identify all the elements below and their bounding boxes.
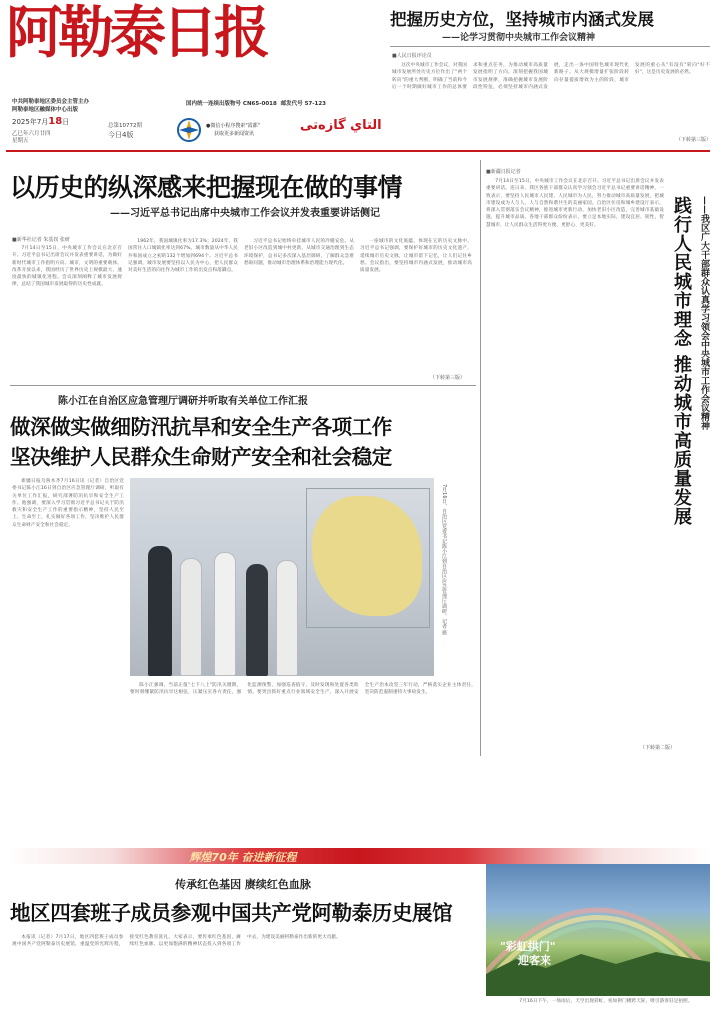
flood-title-1: 做深做实做细防汛抗旱和安全生产各项工作 <box>10 415 392 439</box>
wechat-line-2: 获取更多新闻资讯 <box>214 131 255 137</box>
photo-feature-title <box>500 940 555 968</box>
history-text: 本报讯（记者）7月17日，地区四套班子成员参观中国共产党阿勒泰历史展馆，重温党的光辉历程，接受红色教育洗礼。大家表示，要传承红色基因，赓续红色血脉，以更加饱满的精神状态投入到各项工作中去，为建设美丽阿勒泰作出新的更大贡献。 <box>12 935 341 948</box>
right-story-byline: ■新疆日报记者 <box>486 169 521 175</box>
lead-col-4-text: 一座城市的文化底蕴，体现在它的历史文脉中。习近平总书记强调，要保护好城市的历史文化遗产，延续城市历史文脉，让城市留下记忆，让人们记住乡愁。会议指出，要坚持城市内涵式发展，推动城市高质量发展。 <box>360 239 472 274</box>
banner-text: 辉煌70年 奋进新征程 <box>189 851 297 864</box>
person-1 <box>148 546 172 676</box>
top-story-body <box>392 62 710 136</box>
logo-mark <box>176 117 202 143</box>
weekday-text: 星期五 <box>12 138 29 144</box>
right-story-jump: （下转第二版） <box>640 745 676 751</box>
flood-title-2: 坚决维护人民群众生命财产安全和社会稳定 <box>10 445 392 469</box>
flood-body-bottom <box>130 682 476 756</box>
lead-story-jump: （下转第三版） <box>430 375 466 381</box>
lead-col-2 <box>128 238 238 375</box>
wechat-note <box>206 122 260 138</box>
top-story-title: 把握历史方位，坚持城市内涵式发展 <box>390 10 654 29</box>
flood-photo-caption: 7月16日，自治区党委书记陈小江到自治区应急管理厅调研。记者 摄 <box>441 484 447 636</box>
date-suffix: 日 <box>62 118 70 126</box>
history-body <box>12 934 476 1020</box>
lead-col-3 <box>244 238 354 375</box>
lead-col-2-text: 1962年，我国城镇化率为17.3%；2024年，我国常住人口城镇化率达到67%。城市数量从中华人民共和国成立之初的132个增加到694个。习近平总书记强调，城市发展要坚持以人民为中心，把人民群众对美好生活的向往作为城市工作的出发点和落脚点。 <box>128 239 238 274</box>
person-4 <box>246 564 268 676</box>
cn-number: 国内统一连续出版物号 CN65-0018 <box>186 101 277 107</box>
top-story-rule <box>390 46 710 47</box>
history-kicker: 传承红色基因 赓续红色血脉 <box>175 878 311 891</box>
flood-body-bottom-text: 陈小江强调，当前正值"七下八上"防汛关键期，要时刻绷紧防汛抗旱这根弦，压紧压实各方责任，强化监测预警，加强巡查值守，及时发现和处置各类险情。要突出抓好重点行业领域安全生产，深入开展安全生产治本攻坚三年行动，严格落实企业主体责任，坚决防范遏制重特大事故发生。 <box>130 683 476 696</box>
person-3 <box>214 552 236 676</box>
wechat-line-1: ●微信小程序搜索"霞都" <box>206 123 260 129</box>
right-story-text: 7月14日至15日，中央城市工作会议在北京召开。习近平总书记出席会议并发表重要讲话。连日来，我区各族干部群众认真学习领会习近平总书记重要讲话精神，一致表示，要坚持人民城市人民建、人民城市为人民，努力推动城市高质量发展，把城市建设成为人与人、人与自然和谐共生的美丽家园。自治区住房和城乡建设厅表示，将深入贯彻落实会议精神，推进城市更新行动，加快老旧小区改造，完善城市基础设施，提升城市品质。各地干部群众纷纷表示，要立足本地实际，建设宜居、韧性、智慧城市，让人民群众生活得更方便、更舒心、更美好。 <box>486 179 664 228</box>
person-2 <box>180 558 202 676</box>
lunar-date <box>12 131 51 145</box>
history-title: 地区四套班子成员参观中国共产党阿勒泰历史展馆 <box>10 901 453 925</box>
publisher-line-1: 中共阿勒泰地区委员会主管主办 <box>12 99 90 105</box>
flood-photo <box>130 478 434 676</box>
top-story-subtitle: ——论学习贯彻中央城市工作会议精神 <box>442 33 596 43</box>
publisher-info <box>12 98 132 114</box>
masthead-divider <box>6 150 710 152</box>
date-prefix: 2025年7月 <box>12 118 49 126</box>
lead-bottom-rule <box>10 385 476 386</box>
lead-col-1 <box>12 245 122 375</box>
lead-story-title: 以历史的纵深感来把握现在做的事情 <box>10 173 403 202</box>
postal-code: 邮发代号 57-123 <box>280 101 326 107</box>
issue-numbers <box>108 122 142 140</box>
top-story-byline: ■人民日报评论员 <box>392 53 432 59</box>
flood-kicker: 陈小江在自治区应急管理厅调研并听取有关单位工作汇报 <box>58 396 308 407</box>
top-story-text: 这次中央城市工作会议，对我国城市发展所处历史方位作出了"两个转向"的重大判断，明确了当前和今后一个时期做好城市工作的总体要求和重点任务，为推动城市高质量发展指明了方向。深刻把握我国城市发展规律，准确把握城市发展阶段性特征，必须坚持城市内涵式发展，走出一条中国特色城市现代化新路子。从大规模增量扩张阶段转向存量提质增效为主的阶段，城市发展的重心从"有没有"转向"好不好"，这是历史发展的必然。 <box>392 63 710 90</box>
lead-col-3-text: 习近平总书记始终牵挂城市人民的冷暖安危。从老旧小区改造到城中村更新，从城市交通治理到生态环境保护，总书记多次深入基层调研，了解群众急难愁盼问题，推动城市治理体系和治理能力现代化。 <box>244 239 354 266</box>
rainbow-photo <box>486 864 710 996</box>
right-story-subtitle: ——我区广大干部群众认真学习领会中央城市工作会议精神 <box>699 196 709 430</box>
lunar-text: 乙巳年六月廿四 <box>12 131 51 137</box>
issue-pages: 今日4版 <box>108 131 134 139</box>
map-panel <box>306 488 430 628</box>
person-5 <box>276 560 298 676</box>
lead-col-1-text: 7月14日至15日，中央城市工作会议在北京召开。习近平总书记出席会议并发表重要讲话，为做好新时代城市工作指明方向。城市，文明的重要载体。改革开放以来，我国经历了世界历史上规模最大、速度最快的城镇化进程。会议深刻阐释了城市发展规律，总结了我国城市发展取得的历史性成就。 <box>12 246 122 288</box>
cn-number-line <box>186 99 326 107</box>
photo-feature-caption-text: 7月16日下午，一场雨后，天空出现彩虹，宛如拱门横跨天际，吸引游客驻足拍照。 <box>519 999 693 1004</box>
kazakh-title: التاي گازەتى <box>300 118 382 133</box>
top-story-jump: （下转第三版） <box>676 137 712 143</box>
flood-body-left-text: 新疆日报乌鲁木齐7月16日讯（记者）自治区党委书记陈小江16日到自治区应急管理厅调研，听取有关单位工作汇报，研究部署防汛抗旱和安全生产工作。他强调，要深入学习贯彻习近平总书记关于防汛救灾和安全生产工作的重要指示精神，坚持人民至上、生命至上，扎实做好各项工作，坚决维护人民群众生命财产安全和社会稳定。 <box>12 479 124 528</box>
rainbow-illustration <box>486 864 710 996</box>
publisher-line-2: 阿勒泰地区融媒体中心出版 <box>12 107 79 113</box>
date-day: 18 <box>48 116 63 127</box>
flood-body-left <box>12 478 124 756</box>
photo-feature-caption <box>510 998 710 1020</box>
photo-feature-title-1: "彩虹拱门" <box>500 940 556 953</box>
right-story-title: 践行人民城市理念 推动城市高质量发展 <box>671 196 692 527</box>
lead-story-byline: ■新华社记者 朱基钗 张研 <box>12 237 70 243</box>
lead-story-subtitle: ——习近平总书记出席中央城市工作会议并发表重要讲话侧记 <box>110 208 380 219</box>
lead-col-4 <box>360 238 472 365</box>
issue-total: 总第10772期 <box>108 123 142 129</box>
masthead-title: 阿勒泰日报 <box>6 0 266 66</box>
right-story-body <box>486 178 664 750</box>
photo-feature-title-2: 迎客来 <box>518 954 551 967</box>
right-col-divider <box>480 160 481 756</box>
